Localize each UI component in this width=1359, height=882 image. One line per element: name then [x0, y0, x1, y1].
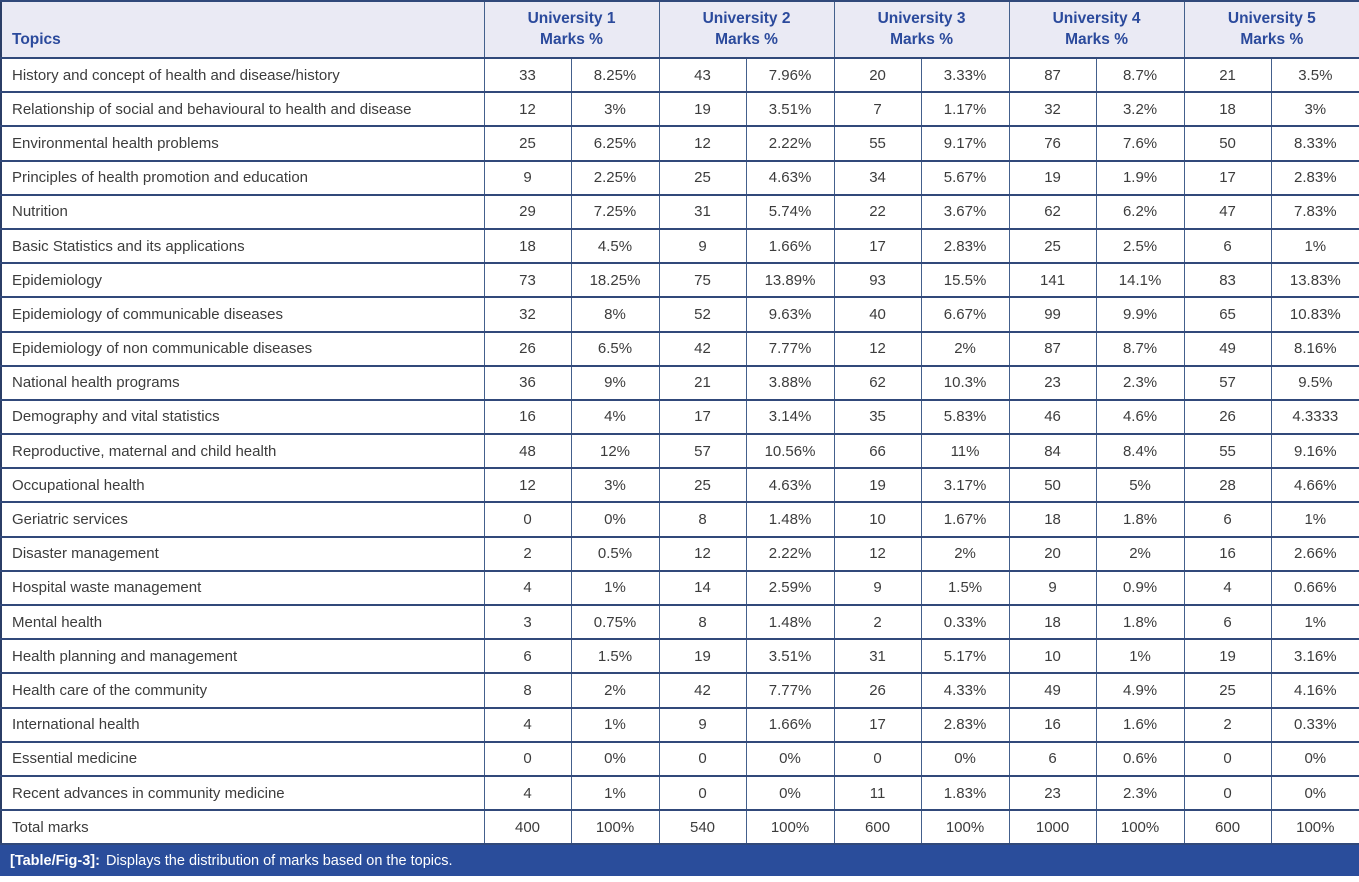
percent-cell: 10.83%: [1271, 297, 1359, 331]
percent-cell: 4.63%: [746, 468, 834, 502]
table-row: [1, 708, 1359, 742]
percent-cell: 2.25%: [571, 161, 659, 195]
topic-cell: Hospital waste management: [1, 571, 484, 605]
topic-cell: National health programs: [1, 366, 484, 400]
percent-cell: 1.8%: [1096, 605, 1184, 639]
marks-cell: 21: [659, 366, 746, 400]
marks-cell: 0: [659, 742, 746, 776]
percent-cell: 1.17%: [921, 92, 1009, 126]
marks-cell: 16: [484, 400, 571, 434]
university-4-header: [1009, 1, 1184, 58]
marks-cell: 17: [1184, 161, 1271, 195]
marks-cell: 14: [659, 571, 746, 605]
percent-cell: 3.88%: [746, 366, 834, 400]
percent-cell: 0.66%: [1271, 571, 1359, 605]
marks-cell: 49: [1009, 673, 1096, 707]
percent-cell: 100%: [921, 810, 1009, 844]
topic-cell: Principles of health promotion and education: [1, 161, 484, 195]
percent-cell: 6.25%: [571, 126, 659, 160]
marks-cell: 17: [834, 229, 921, 263]
university-subheader: Marks %: [715, 30, 778, 48]
table-row: [1, 742, 1359, 776]
university-subheader: Marks %: [1065, 30, 1128, 48]
percent-cell: 4%: [571, 400, 659, 434]
percent-cell: 4.6%: [1096, 400, 1184, 434]
marks-cell: 25: [659, 161, 746, 195]
percent-cell: 10.3%: [921, 366, 1009, 400]
topic-cell: Disaster management: [1, 537, 484, 571]
marks-cell: 25: [1009, 229, 1096, 263]
marks-cell: 26: [484, 332, 571, 366]
percent-cell: 18.25%: [571, 263, 659, 297]
university-3-header: [834, 1, 1009, 58]
percent-cell: 4.16%: [1271, 673, 1359, 707]
percent-cell: 0.33%: [921, 605, 1009, 639]
marks-cell: 9: [834, 571, 921, 605]
marks-cell: 32: [484, 297, 571, 331]
percent-cell: 0%: [746, 742, 834, 776]
topic-cell: Recent advances in community medicine: [1, 776, 484, 810]
percent-cell: 1.67%: [921, 502, 1009, 536]
table-row: [1, 263, 1359, 297]
marks-cell: 32: [1009, 92, 1096, 126]
percent-cell: 12%: [571, 434, 659, 468]
topic-cell: Basic Statistics and its applications: [1, 229, 484, 263]
marks-cell: 6: [1009, 742, 1096, 776]
percent-cell: 3.14%: [746, 400, 834, 434]
percent-cell: 0%: [746, 776, 834, 810]
university-subheader: Marks %: [1240, 30, 1304, 48]
percent-cell: 3.51%: [746, 92, 834, 126]
percent-cell: 4.3333: [1271, 400, 1359, 434]
topic-cell: Health planning and management: [1, 639, 484, 673]
percent-cell: 9.16%: [1271, 434, 1359, 468]
percent-cell: 13.83%: [1271, 263, 1359, 297]
marks-cell: 0: [484, 502, 571, 536]
percent-cell: 0%: [571, 502, 659, 536]
percent-cell: 2.22%: [746, 126, 834, 160]
percent-cell: 3.51%: [746, 639, 834, 673]
marks-cell: 17: [659, 400, 746, 434]
university-name: University 4: [1052, 10, 1141, 28]
marks-cell: 6: [1184, 605, 1271, 639]
percent-cell: 1%: [571, 571, 659, 605]
marks-cell: 141: [1009, 263, 1096, 297]
topic-cell: Environmental health problems: [1, 126, 484, 160]
marks-cell: 16: [1009, 708, 1096, 742]
marks-cell: 23: [1009, 776, 1096, 810]
marks-cell: 87: [1009, 58, 1096, 92]
percent-cell: 1.9%: [1096, 161, 1184, 195]
university-5-header: [1184, 1, 1359, 58]
marks-cell: 19: [1184, 639, 1271, 673]
marks-cell: 4: [1184, 571, 1271, 605]
percent-cell: 1%: [571, 776, 659, 810]
percent-cell: 9%: [571, 366, 659, 400]
percent-cell: 1.5%: [921, 571, 1009, 605]
marks-cell: 66: [834, 434, 921, 468]
marks-cell: 52: [659, 297, 746, 331]
marks-cell: 62: [834, 366, 921, 400]
university-1-header: [484, 1, 659, 58]
topic-cell: Total marks: [1, 810, 484, 844]
marks-cell: 11: [834, 776, 921, 810]
marks-cell: 19: [659, 92, 746, 126]
percent-cell: 5.83%: [921, 400, 1009, 434]
marks-cell: 18: [484, 229, 571, 263]
table-row: [1, 58, 1359, 92]
marks-cell: 75: [659, 263, 746, 297]
marks-cell: 9: [659, 708, 746, 742]
university-name: University 1: [527, 10, 616, 28]
percent-cell: 4.5%: [571, 229, 659, 263]
percent-cell: 5.67%: [921, 161, 1009, 195]
marks-cell: 57: [1184, 366, 1271, 400]
marks-cell: 6: [1184, 229, 1271, 263]
percent-cell: 4.33%: [921, 673, 1009, 707]
percent-cell: 1.83%: [921, 776, 1009, 810]
percent-cell: 1.66%: [746, 708, 834, 742]
marks-cell: 8: [659, 605, 746, 639]
topic-cell: International health: [1, 708, 484, 742]
table-row: [1, 195, 1359, 229]
percent-cell: 2.22%: [746, 537, 834, 571]
university-name: University 5: [1227, 10, 1316, 28]
percent-cell: 8%: [571, 297, 659, 331]
percent-cell: 14.1%: [1096, 263, 1184, 297]
university-subheader: Marks %: [890, 30, 953, 48]
marks-cell: 1000: [1009, 810, 1096, 844]
percent-cell: 0.33%: [1271, 708, 1359, 742]
caption-text: Displays the distribution of marks based on the topics.: [105, 852, 453, 869]
percent-cell: 9.5%: [1271, 366, 1359, 400]
marks-cell: 12: [484, 92, 571, 126]
marks-cell: 50: [1009, 468, 1096, 502]
percent-cell: 4.63%: [746, 161, 834, 195]
marks-cell: 57: [659, 434, 746, 468]
marks-cell: 9: [1009, 571, 1096, 605]
marks-cell: 18: [1184, 92, 1271, 126]
marks-cell: 31: [659, 195, 746, 229]
marks-cell: 25: [484, 126, 571, 160]
topic-cell: Epidemiology: [1, 263, 484, 297]
marks-cell: 50: [1184, 126, 1271, 160]
percent-cell: 4.66%: [1271, 468, 1359, 502]
percent-cell: 2.59%: [746, 571, 834, 605]
marks-cell: 18: [1009, 605, 1096, 639]
percent-cell: 3%: [571, 468, 659, 502]
percent-cell: 1.48%: [746, 502, 834, 536]
marks-cell: 55: [834, 126, 921, 160]
university-name: University 2: [702, 10, 791, 28]
marks-cell: 4: [484, 776, 571, 810]
marks-cell: 87: [1009, 332, 1096, 366]
percent-cell: 3%: [1271, 92, 1359, 126]
marks-cell: 19: [1009, 161, 1096, 195]
marks-cell: 16: [1184, 537, 1271, 571]
percent-cell: 9.9%: [1096, 297, 1184, 331]
marks-cell: 12: [834, 537, 921, 571]
marks-cell: 8: [484, 673, 571, 707]
percent-cell: 100%: [1271, 810, 1359, 844]
marks-cell: 73: [484, 263, 571, 297]
percent-cell: 100%: [1096, 810, 1184, 844]
marks-cell: 25: [659, 468, 746, 502]
topic-cell: Occupational health: [1, 468, 484, 502]
marks-cell: 28: [1184, 468, 1271, 502]
percent-cell: 7.96%: [746, 58, 834, 92]
table-row: [1, 126, 1359, 160]
percent-cell: 1%: [1271, 502, 1359, 536]
marks-cell: 8: [659, 502, 746, 536]
percent-cell: 1.48%: [746, 605, 834, 639]
marks-cell: 0: [659, 776, 746, 810]
percent-cell: 2.66%: [1271, 537, 1359, 571]
percent-cell: 2%: [571, 673, 659, 707]
percent-cell: 4.9%: [1096, 673, 1184, 707]
percent-cell: 5%: [1096, 468, 1184, 502]
marks-cell: 12: [834, 332, 921, 366]
marks-cell: 540: [659, 810, 746, 844]
marks-cell: 40: [834, 297, 921, 331]
marks-cell: 17: [834, 708, 921, 742]
marks-cell: 84: [1009, 434, 1096, 468]
topics-column-header: Topics: [1, 1, 484, 58]
marks-cell: 19: [834, 468, 921, 502]
table-row: [1, 161, 1359, 195]
percent-cell: 3.17%: [921, 468, 1009, 502]
table-caption: [0, 845, 1359, 876]
table-row: [1, 639, 1359, 673]
table-row: [1, 434, 1359, 468]
percent-cell: 1.8%: [1096, 502, 1184, 536]
percent-cell: 1%: [1271, 605, 1359, 639]
marks-cell: 0: [484, 742, 571, 776]
topic-cell: Health care of the community: [1, 673, 484, 707]
marks-cell: 55: [1184, 434, 1271, 468]
marks-cell: 65: [1184, 297, 1271, 331]
percent-cell: 2.83%: [921, 229, 1009, 263]
table-row: [1, 297, 1359, 331]
percent-cell: 2.83%: [921, 708, 1009, 742]
table-row: [1, 468, 1359, 502]
topic-cell: Relationship of social and behavioural to health and disease: [1, 92, 484, 126]
marks-cell: 12: [484, 468, 571, 502]
marks-cell: 43: [659, 58, 746, 92]
percent-cell: 100%: [571, 810, 659, 844]
percent-cell: 1%: [1271, 229, 1359, 263]
table-row: [1, 776, 1359, 810]
percent-cell: 3.33%: [921, 58, 1009, 92]
marks-cell: 62: [1009, 195, 1096, 229]
marks-cell: 2: [834, 605, 921, 639]
percent-cell: 7.83%: [1271, 195, 1359, 229]
marks-cell: 49: [1184, 332, 1271, 366]
percent-cell: 1.66%: [746, 229, 834, 263]
percent-cell: 7.77%: [746, 332, 834, 366]
marks-cell: 35: [834, 400, 921, 434]
topic-cell: Geriatric services: [1, 502, 484, 536]
marks-cell: 26: [1184, 400, 1271, 434]
percent-cell: 7.6%: [1096, 126, 1184, 160]
marks-cell: 25: [1184, 673, 1271, 707]
table-row: [1, 502, 1359, 536]
percent-cell: 6.67%: [921, 297, 1009, 331]
marks-cell: 12: [659, 537, 746, 571]
percent-cell: 2%: [921, 537, 1009, 571]
percent-cell: 5.74%: [746, 195, 834, 229]
percent-cell: 15.5%: [921, 263, 1009, 297]
marks-cell: 6: [484, 639, 571, 673]
marks-cell: 600: [1184, 810, 1271, 844]
percent-cell: 10.56%: [746, 434, 834, 468]
table-row: [1, 673, 1359, 707]
marks-cell: 0: [834, 742, 921, 776]
percent-cell: 2.3%: [1096, 776, 1184, 810]
table-row: [1, 810, 1359, 844]
percent-cell: 1%: [1096, 639, 1184, 673]
percent-cell: 7.77%: [746, 673, 834, 707]
marks-cell: 22: [834, 195, 921, 229]
topic-cell: Nutrition: [1, 195, 484, 229]
marks-cell: 10: [834, 502, 921, 536]
marks-cell: 36: [484, 366, 571, 400]
percent-cell: 11%: [921, 434, 1009, 468]
marks-cell: 12: [659, 126, 746, 160]
table-row: [1, 92, 1359, 126]
percent-cell: 8.16%: [1271, 332, 1359, 366]
marks-cell: 20: [834, 58, 921, 92]
percent-cell: 6.2%: [1096, 195, 1184, 229]
table-row: [1, 366, 1359, 400]
marks-cell: 26: [834, 673, 921, 707]
percent-cell: 2.5%: [1096, 229, 1184, 263]
percent-cell: 0%: [1271, 742, 1359, 776]
marks-cell: 4: [484, 708, 571, 742]
marks-cell: 42: [659, 332, 746, 366]
marks-cell: 2: [1184, 708, 1271, 742]
percent-cell: 8.25%: [571, 58, 659, 92]
percent-cell: 0.75%: [571, 605, 659, 639]
topic-cell: Epidemiology of communicable diseases: [1, 297, 484, 331]
percent-cell: 3.67%: [921, 195, 1009, 229]
topic-cell: Reproductive, maternal and child health: [1, 434, 484, 468]
marks-cell: 23: [1009, 366, 1096, 400]
marks-cell: 76: [1009, 126, 1096, 160]
percent-cell: 0.5%: [571, 537, 659, 571]
percent-cell: 6.5%: [571, 332, 659, 366]
percent-cell: 1.6%: [1096, 708, 1184, 742]
percent-cell: 3.16%: [1271, 639, 1359, 673]
topic-cell: History and concept of health and disease/history: [1, 58, 484, 92]
marks-cell: 29: [484, 195, 571, 229]
marks-cell: 47: [1184, 195, 1271, 229]
marks-cell: 19: [659, 639, 746, 673]
university-subheader: Marks %: [540, 30, 603, 48]
marks-cell: 48: [484, 434, 571, 468]
marks-cell: 7: [834, 92, 921, 126]
topic-cell: Essential medicine: [1, 742, 484, 776]
percent-cell: 0%: [921, 742, 1009, 776]
marks-cell: 46: [1009, 400, 1096, 434]
marks-cell: 9: [659, 229, 746, 263]
percent-cell: 8.4%: [1096, 434, 1184, 468]
percent-cell: 2%: [1096, 537, 1184, 571]
percent-cell: 0.6%: [1096, 742, 1184, 776]
topic-cell: Demography and vital statistics: [1, 400, 484, 434]
marks-cell: 42: [659, 673, 746, 707]
percent-cell: 5.17%: [921, 639, 1009, 673]
marks-cell: 0: [1184, 742, 1271, 776]
marks-cell: 9: [484, 161, 571, 195]
university-2-header: [659, 1, 834, 58]
marks-cell: 93: [834, 263, 921, 297]
table-row: [1, 229, 1359, 263]
caption-label: [Table/Fig-3]:: [10, 852, 100, 869]
percent-cell: 0%: [571, 742, 659, 776]
marks-cell: 6: [1184, 502, 1271, 536]
percent-cell: 1%: [571, 708, 659, 742]
percent-cell: 2.3%: [1096, 366, 1184, 400]
marks-cell: 3: [484, 605, 571, 639]
table-row: [1, 332, 1359, 366]
marks-cell: 0: [1184, 776, 1271, 810]
percent-cell: 0%: [1271, 776, 1359, 810]
marks-cell: 83: [1184, 263, 1271, 297]
university-name: University 3: [877, 10, 966, 28]
marks-cell: 18: [1009, 502, 1096, 536]
percent-cell: 8.33%: [1271, 126, 1359, 160]
percent-cell: 2%: [921, 332, 1009, 366]
marks-cell: 10: [1009, 639, 1096, 673]
percent-cell: 13.89%: [746, 263, 834, 297]
percent-cell: 1.5%: [571, 639, 659, 673]
percent-cell: 100%: [746, 810, 834, 844]
marks-cell: 400: [484, 810, 571, 844]
percent-cell: 8.7%: [1096, 332, 1184, 366]
marks-cell: 33: [484, 58, 571, 92]
table-row: [1, 571, 1359, 605]
marks-cell: 34: [834, 161, 921, 195]
topic-cell: Epidemiology of non communicable diseases: [1, 332, 484, 366]
percent-cell: 9.17%: [921, 126, 1009, 160]
table-row: [1, 537, 1359, 571]
percent-cell: 2.83%: [1271, 161, 1359, 195]
marks-cell: 2: [484, 537, 571, 571]
table-row: [1, 605, 1359, 639]
percent-cell: 3.5%: [1271, 58, 1359, 92]
marks-cell: 99: [1009, 297, 1096, 331]
marks-cell: 4: [484, 571, 571, 605]
percent-cell: 8.7%: [1096, 58, 1184, 92]
marks-cell: 20: [1009, 537, 1096, 571]
marks-cell: 600: [834, 810, 921, 844]
header-row: [1, 1, 1359, 58]
percent-cell: 3.2%: [1096, 92, 1184, 126]
percent-cell: 0.9%: [1096, 571, 1184, 605]
percent-cell: 7.25%: [571, 195, 659, 229]
marks-cell: 31: [834, 639, 921, 673]
marks-cell: 21: [1184, 58, 1271, 92]
percent-cell: 3%: [571, 92, 659, 126]
topic-cell: Mental health: [1, 605, 484, 639]
table-row: [1, 400, 1359, 434]
percent-cell: 9.63%: [746, 297, 834, 331]
